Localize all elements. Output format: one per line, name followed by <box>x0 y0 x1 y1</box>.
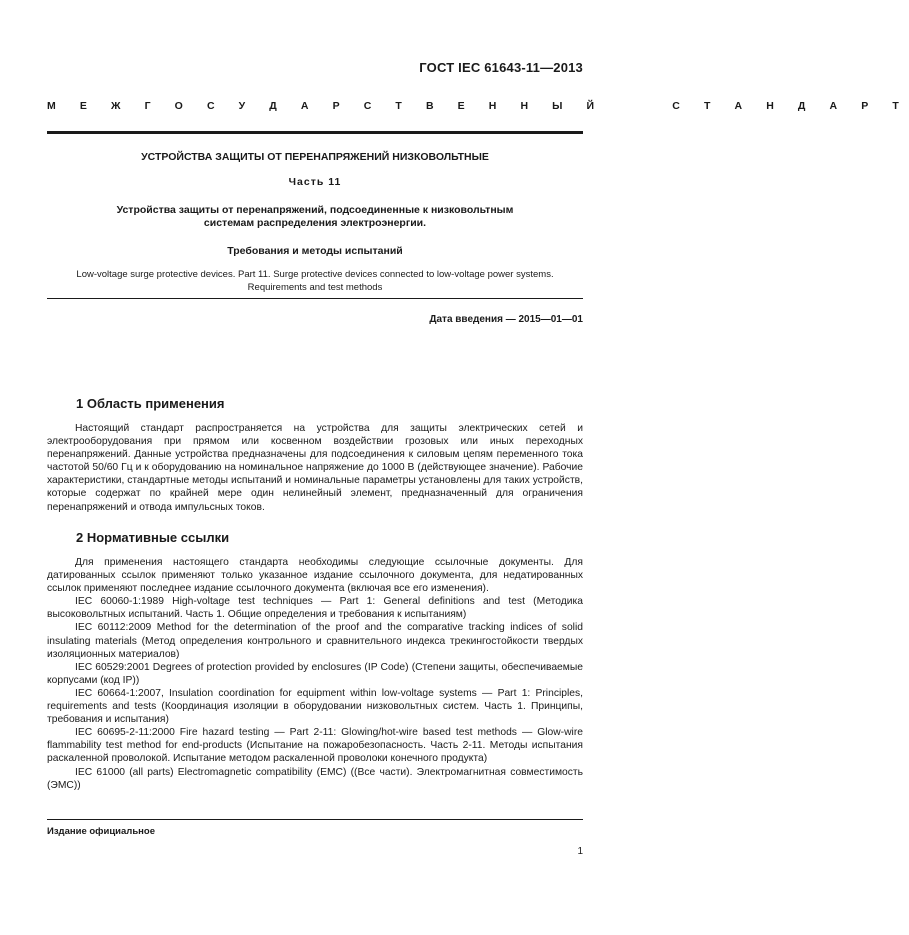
document-title: УСТРОЙСТВА ЗАЩИТЫ ОТ ПЕРЕНАПРЯЖЕНИЙ НИЗКОВОЛЬТНЫЕ <box>141 151 489 163</box>
title-rule <box>47 298 583 299</box>
edition-label: Издание официальное <box>47 826 155 837</box>
reference-item: IEC 60664-1:2007, Insulation coordination for equipment within low-voltage systems — Part 1: Principles, requirements and tests (Координация изоляции в оборудовании низковольтных систем. Часть 1. Принципы, требования и испытания) <box>47 687 583 726</box>
subtitle-line: системам распределения электроэнергии. <box>203 217 427 229</box>
paragraph: Для применения настоящего стандарта необходимы следующие ссылочные документы. Для датированных ссылок применяют только указанное издание ссылочного документа, для недатированных ссылок применяют последнее издание ссылочного документа (включая все его изменения). <box>47 557 583 595</box>
subtitle-line: Устройства защиты от перенапряжений, подсоединенные к низковольтным <box>116 204 514 216</box>
page-number: 1 <box>577 846 583 857</box>
section-body-references <box>47 556 583 792</box>
standard-kind: М Е Ж Г О С У Д А Р С Т В Е Н Н Ы Й С Т А Н Д А Р Т <box>47 100 909 112</box>
english-title-line: Requirements and test methods <box>247 282 383 293</box>
reference-item: IEC 60695-2-11:2000 Fire hazard testing — Part 2-11: Glowing/hot-wire based test methods — Glow-wire flammability test method for end-products (Испытание на пожаробезопасность. Часть 2-11. Методы испытания раскаленной проволокой. Испытание методом раскаленной проволоки конечного продукта) <box>47 727 583 765</box>
requirements-title: Требования и методы испытаний <box>227 245 403 257</box>
standard-code: ГОСТ IEC 61643-11—2013 <box>419 60 583 75</box>
reference-item: IEC 61000 (all parts) Electromagnetic compatibility (EMC) ((Все части). Электромагнитная совместимость (ЭМС)) <box>47 766 583 791</box>
section-body-scope <box>47 422 583 514</box>
reference-item: IEC 60060-1:1989 High-voltage test techniques — Part 1: General definitions and test (Методика высоковольтных испытаний. Часть 1. Общие определения и требования к испытаниям) <box>47 596 583 621</box>
document-subtitle <box>47 204 583 230</box>
reference-item: IEC 60529:2001 Degrees of protection provided by enclosures (IP Code) (Степени защиты, обеспечиваемые корпусами (код IP)) <box>47 661 583 686</box>
paragraph: Настоящий стандарт распространяется на устройства для защиты электрических сетей и электрооборудования при прямом или косвенном воздействии грозовых или иных переходных перенапряжений. Данные устройства предназначены для подсоединения к силовым цепям переменного тока частотой 50/60 Гц и к оборудованию на номинальное напряжение до 1000 В (действующее значение). Рабочие характеристики, стандартные методы испытаний и номинальные параметры установлены для таких устройств, которые содержат по крайней мере один нелинейный элемент, предназначенный для ограничения перенапряжений и отвода импульсных токов. <box>47 423 583 513</box>
part-label: Часть 11 <box>288 176 342 188</box>
reference-item: IEC 60112:2009 Method for the determination of the proof and the comparative tracking indices of solid insulating materials (Метод определения контрольного и сравнительного индекса трекингостойкости твердых изоляционных материалов) <box>47 622 583 660</box>
footer-rule <box>47 819 583 820</box>
section-heading-references: 2 Нормативные ссылки <box>76 530 230 545</box>
english-title <box>47 268 583 294</box>
section-heading-scope: 1 Область применения <box>76 396 225 411</box>
english-title-line: Low-voltage surge protective devices. Part 11. Surge protective devices connected to low-voltage power systems. <box>76 269 554 280</box>
introduction-date: Дата введения — 2015—01—01 <box>429 314 583 325</box>
header-rule <box>47 131 583 134</box>
